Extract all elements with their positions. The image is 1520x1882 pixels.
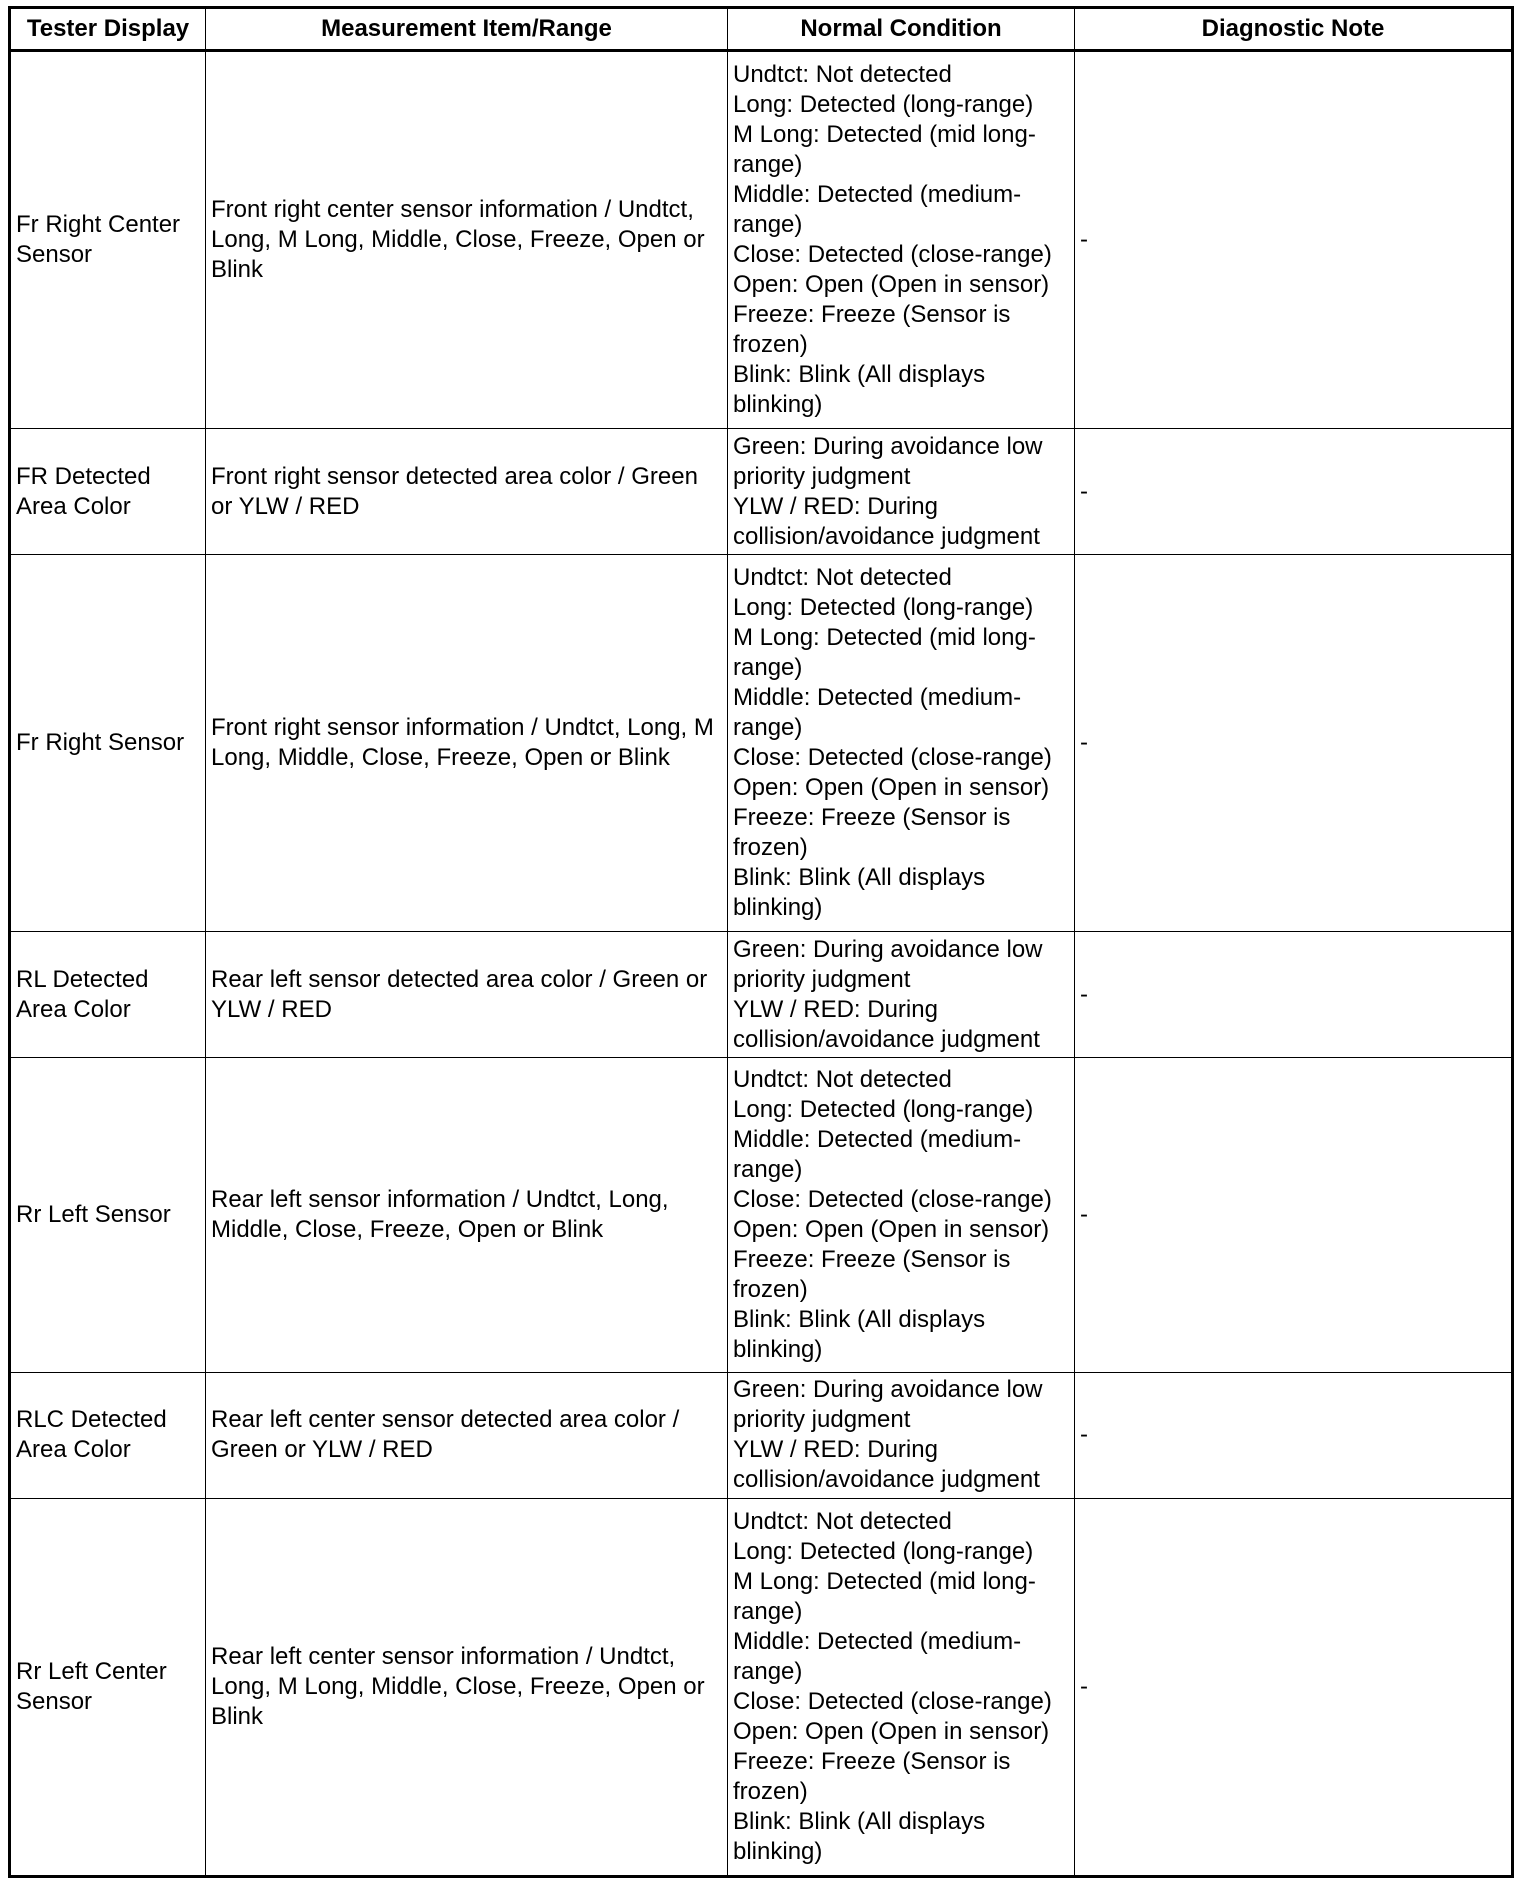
header-tester-display: Tester Display <box>10 8 206 51</box>
normal-condition-line: Open: Open (Open in sensor) <box>733 774 1050 802</box>
normal-condition-line: Freeze: Freeze (Sensor is frozen) <box>733 1748 1011 1805</box>
normal-condition-line: Close: Detected (close-range) <box>733 240 1052 268</box>
tester-display-cell: Rr Left Center Sensor <box>10 1499 206 1877</box>
measurement-cell: Rear left center sensor information / Undtct, Long, M Long, Middle, Close, Freeze, Open or Blink <box>206 1499 728 1877</box>
normal-condition-line: Green: During avoidance low priority judgment <box>733 935 1043 993</box>
tester-display-cell: Fr Right Center Sensor <box>10 51 206 429</box>
table-body <box>10 51 1513 1877</box>
diagnostic-data-table <box>8 6 1514 1878</box>
normal-condition-line: Freeze: Freeze (Sensor is frozen) <box>733 1246 1011 1304</box>
measurement-cell: Rear left center sensor detected area color / Green or YLW / RED <box>206 1372 728 1498</box>
diagnostic-note-cell: - <box>1075 51 1513 429</box>
table-row <box>10 1499 1513 1877</box>
normal-condition-line: Long: Detected (long-range) <box>733 594 1034 622</box>
table-row <box>10 555 1513 932</box>
normal-condition-line: M Long: Detected (mid long-range) <box>733 120 1036 178</box>
normal-condition-line: Middle: Detected (medium-range) <box>733 684 1022 742</box>
normal-condition-line: YLW / RED: During collision/avoidance judgment <box>733 1436 1040 1494</box>
measurement-cell: Front right sensor information / Undtct, Long, M Long, Middle, Close, Freeze, Open or Blink <box>206 555 728 932</box>
diagnostic-note-cell: - <box>1075 932 1513 1058</box>
normal-condition-line: Blink: Blink (All displays blinking) <box>733 360 986 418</box>
measurement-cell: Rear left sensor detected area color / Green or YLW / RED <box>206 932 728 1058</box>
normal-condition-line: Close: Detected (close-range) <box>733 1186 1052 1214</box>
diagnostic-note-cell: - <box>1075 428 1513 554</box>
table-header-row <box>10 8 1513 51</box>
normal-condition-line: Green: During avoidance low priority judgment <box>733 432 1043 490</box>
normal-condition-line: Undtct: Not detected <box>733 1508 952 1535</box>
normal-condition-line: Long: Detected (long-range) <box>733 1096 1034 1124</box>
normal-condition-line: Blink: Blink (All displays blinking) <box>733 864 986 922</box>
normal-condition-line: Green: During avoidance low priority judgment <box>733 1376 1043 1434</box>
diagnostic-note-cell: - <box>1075 1058 1513 1372</box>
diagnostic-note-cell: - <box>1075 1372 1513 1498</box>
tester-display-cell: Rr Left Sensor <box>10 1058 206 1372</box>
normal-condition-line: M Long: Detected (mid long-range) <box>733 624 1036 682</box>
normal-condition-cell <box>728 1499 1075 1877</box>
normal-condition-line: Freeze: Freeze (Sensor is frozen) <box>733 300 1011 358</box>
tester-display-cell: RLC Detected Area Color <box>10 1372 206 1498</box>
table-row <box>10 51 1513 429</box>
normal-condition-line: Close: Detected (close-range) <box>733 744 1052 772</box>
normal-condition-cell <box>728 1372 1075 1498</box>
normal-condition-line: Close: Detected (close-range) <box>733 1688 1052 1715</box>
tester-display-cell: FR Detected Area Color <box>10 428 206 554</box>
tester-display-cell: RL Detected Area Color <box>10 932 206 1058</box>
diagnostic-note-cell: - <box>1075 1499 1513 1877</box>
normal-condition-cell <box>728 1058 1075 1372</box>
normal-condition-line: Undtct: Not detected <box>733 1066 952 1094</box>
normal-condition-cell <box>728 555 1075 932</box>
normal-condition-line: Blink: Blink (All displays blinking) <box>733 1306 986 1364</box>
normal-condition-line: Open: Open (Open in sensor) <box>733 1216 1050 1244</box>
normal-condition-line: YLW / RED: During collision/avoidance judgment <box>733 995 1040 1053</box>
normal-condition-line: Middle: Detected (medium-range) <box>733 180 1022 238</box>
normal-condition-line: YLW / RED: During collision/avoidance judgment <box>733 492 1040 550</box>
normal-condition-line: Long: Detected (long-range) <box>733 1538 1034 1565</box>
normal-condition-line: Middle: Detected (medium-range) <box>733 1126 1022 1184</box>
normal-condition-cell <box>728 51 1075 429</box>
normal-condition-line: Blink: Blink (All displays blinking) <box>733 1808 986 1865</box>
normal-condition-line: Long: Detected (long-range) <box>733 90 1034 118</box>
table-row <box>10 1058 1513 1372</box>
header-normal-condition: Normal Condition <box>728 8 1075 51</box>
measurement-cell: Rear left sensor information / Undtct, Long, Middle, Close, Freeze, Open or Blink <box>206 1058 728 1372</box>
normal-condition-line: Middle: Detected (medium-range) <box>733 1628 1022 1685</box>
normal-condition-cell <box>728 932 1075 1058</box>
normal-condition-cell <box>728 428 1075 554</box>
normal-condition-line: M Long: Detected (mid long-range) <box>733 1568 1036 1625</box>
header-measurement: Measurement Item/Range <box>206 8 728 51</box>
normal-condition-line: Undtct: Not detected <box>733 564 952 592</box>
measurement-cell: Front right sensor detected area color / Green or YLW / RED <box>206 428 728 554</box>
normal-condition-line: Undtct: Not detected <box>733 60 952 88</box>
table-row <box>10 932 1513 1058</box>
table-row <box>10 428 1513 554</box>
measurement-cell: Front right center sensor information / Undtct, Long, M Long, Middle, Close, Freeze, Open or Blink <box>206 51 728 429</box>
tester-display-cell: Fr Right Sensor <box>10 555 206 932</box>
header-diagnostic-note: Diagnostic Note <box>1075 8 1513 51</box>
table-row <box>10 1372 1513 1498</box>
normal-condition-line: Open: Open (Open in sensor) <box>733 270 1050 298</box>
normal-condition-line: Open: Open (Open in sensor) <box>733 1718 1050 1745</box>
normal-condition-line: Freeze: Freeze (Sensor is frozen) <box>733 804 1011 862</box>
diagnostic-note-cell: - <box>1075 555 1513 932</box>
